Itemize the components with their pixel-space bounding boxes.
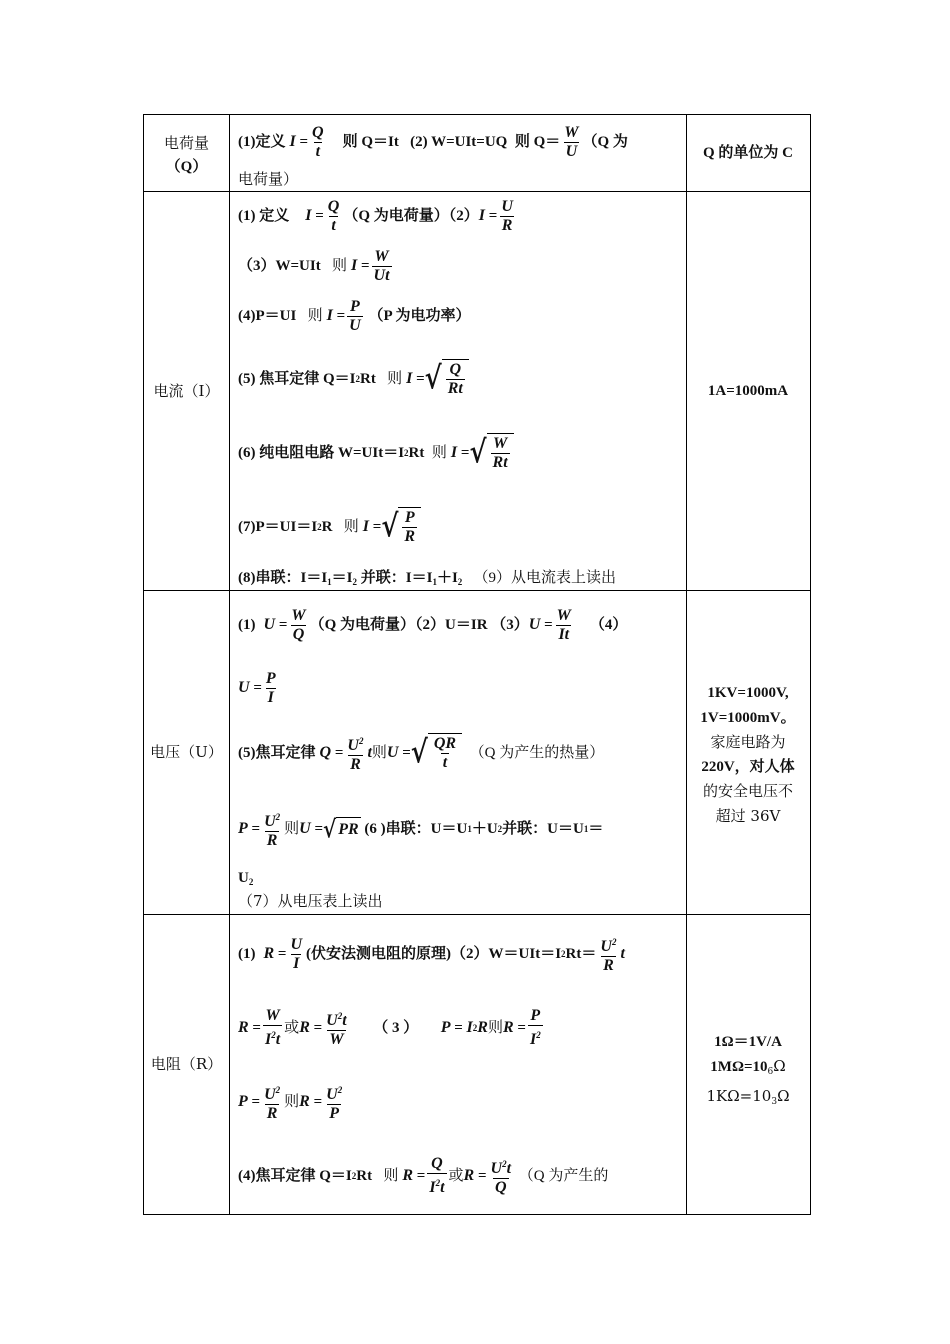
row-label-voltage: 电压（U） bbox=[150, 743, 223, 761]
resistance-formula-4: (4)焦耳定律 Q＝I 2 Rt 则 R = $\frac{Q}{I^2t}$ 或 R = $\frac{U^2t}{Q}$ （Q 为产生的 bbox=[238, 1155, 609, 1196]
current-formula-7: (8)串联：$I=I_1=I_2$ 并联：$I=I_1+I_2$ （9）从电流表上读出 bbox=[238, 570, 617, 587]
voltage-formula-5: $U_2$ bbox=[238, 870, 254, 887]
resistance-formula-1: (1) R = $\frac{U}{I}$ (伏安法测电阻的原理)（2）W＝UIt＝I 2 Rt＝ $\frac{U^2}{R}$ t bbox=[238, 935, 625, 974]
voltage-formula-1: (1) U = $\frac{W}{Q}$ （Q 为电荷量）（2）U＝IR （3） U = $\frac{W}{It}$ （4） bbox=[238, 606, 628, 643]
row-label-current: 电流（I） bbox=[153, 382, 220, 400]
current-unit: 1A=1000mA bbox=[707, 383, 789, 399]
voltage-formula-4: P = $\frac{U^2}{R}$ 则 U = √ PR (6 )串联：U＝U 1 ＋U 2 并联：U＝U 1 ＝ bbox=[238, 812, 604, 849]
current-formula-4: (5) 焦耳定律 Q＝I 2 Rt 则 I = √ $\frac{Q}{Rt}$ bbox=[238, 352, 469, 406]
current-formula-3: (4)P＝UI 则 I = $\frac{P}{U}$ （P 为电功率） bbox=[238, 297, 471, 334]
charge-formula-line1: (1)定义 I = $\frac{Q}{t}$ 则 Q＝It (2) W=UIt=UQ 则 Q＝ $\frac{W}{U}$ （Q 为 bbox=[238, 123, 628, 160]
current-formula-2: （3）W=UIt 则 I = $\frac{W}{Ut}$ bbox=[238, 247, 390, 284]
current-formula-6: (7)P＝UI＝I 2 R 则 I = √ $\frac{P}{R}$ bbox=[238, 500, 421, 554]
voltage-formula-3: (5)焦耳定律 Q = $\frac{U^2}{R}$ t 则 U = √ $\frac{QR}{t}$ （Q 为产生的热量） bbox=[238, 735, 605, 773]
voltage-formula-6: （7）从电压表上读出 bbox=[238, 892, 383, 910]
voltage-unit: 1KV=1000V, 1V=1000mV。 家庭电路为 220V，对人体 的安全电压不 超过 36V bbox=[700, 685, 796, 825]
resistance-formula-3: P = $\frac{U^2}{R}$ 则 R = $\frac{U^2}{P}$ bbox=[238, 1085, 343, 1122]
row-label-resistance: 电阻（R） bbox=[150, 1055, 223, 1073]
charge-unit: Q 的单位为 C bbox=[702, 145, 793, 161]
current-formula-1: (1) 定义 I = $\frac{Q}{t}$ （Q 为电荷量）（2） I = $\frac{U}{R}$ bbox=[238, 197, 513, 234]
voltage-formula-2: U = $\frac{P}{I}$ bbox=[238, 669, 276, 706]
current-formula-5: (6) 纯电阻电路 W=UIt＝I 2 Rt 则 I = √ $\frac{W}{Rt}$ bbox=[238, 426, 514, 480]
charge-formula-line2: 电荷量） bbox=[238, 170, 299, 188]
resistance-formula-2: R = $\frac{W}{I^2t}$ 或 R = $\frac{U^2t}{W}$ （ 3 ） P = I 2 R 则 R = $\frac{P}{I^2}$ bbox=[238, 1007, 541, 1048]
row-label-charge: 电荷量 （Q） bbox=[163, 134, 209, 175]
resistance-unit: 1Ω＝1V/A $1M\Omega=10_6\Omega$ $1K\Omega=10_3\Omega$ bbox=[706, 1034, 790, 1107]
